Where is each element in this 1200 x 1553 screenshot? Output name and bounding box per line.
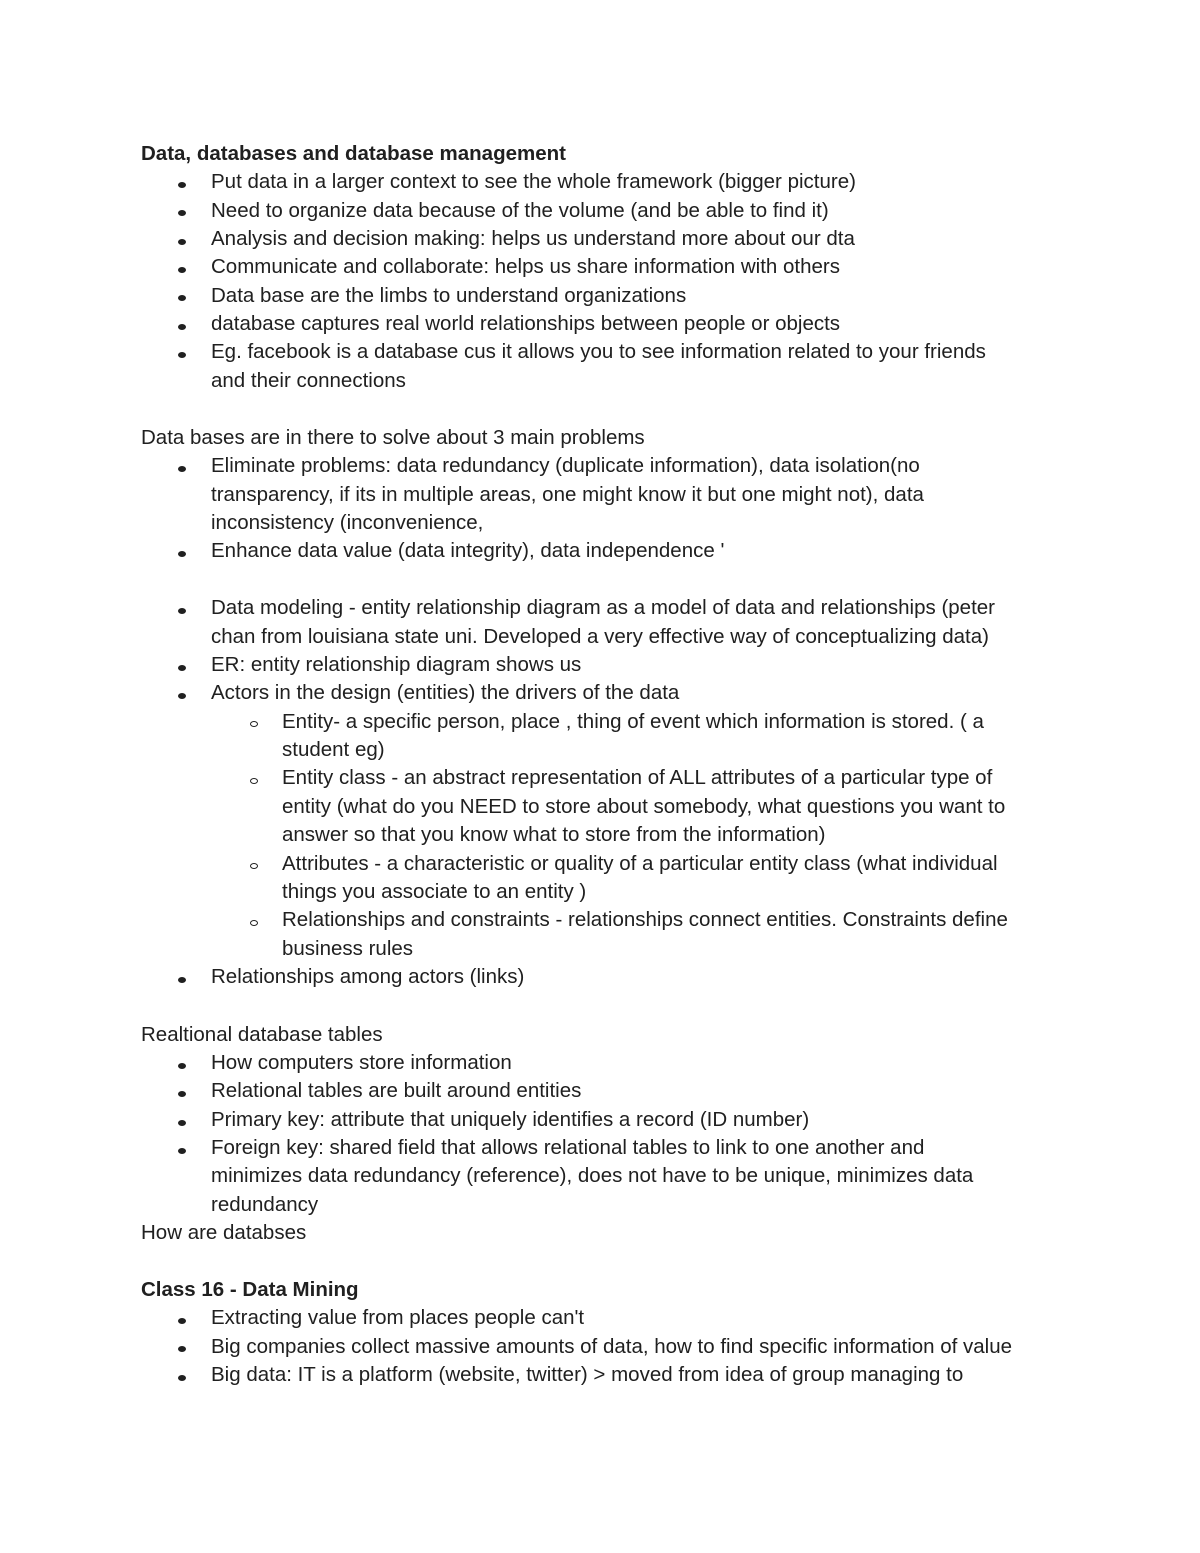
sub-list-item-continuation: student eg) (282, 738, 385, 761)
sub-bullet-icon (250, 920, 258, 926)
bullet-icon (178, 693, 186, 699)
list-item: Extracting value from places people can't (211, 1306, 585, 1329)
section-intro: Realtional database tables (141, 1023, 383, 1046)
list-item: Actors in the design (entities) the drivers of the data (211, 681, 680, 704)
paragraph: How are databses (141, 1221, 307, 1244)
section-heading: Data, databases and database management (141, 142, 566, 165)
bullet-icon (178, 551, 186, 557)
list-item: Big companies collect massive amounts of data, how to find specific information of value (211, 1335, 1013, 1358)
sub-list-item: Relationships and constraints - relationships connect entities. Constraints define (282, 908, 1008, 931)
sub-list-item-continuation: things you associate to an entity ) (282, 880, 587, 903)
bullet-icon (178, 267, 186, 273)
list-item: Analysis and decision making: helps us understand more about our dta (211, 227, 855, 250)
list-item: Relational tables are built around entities (211, 1079, 582, 1102)
bullet-icon (178, 665, 186, 671)
bullet-icon (178, 239, 186, 245)
sub-list-item-continuation: business rules (282, 937, 414, 960)
list-item: Primary key: attribute that uniquely identifies a record (ID number) (211, 1108, 810, 1131)
bullet-icon (178, 1091, 186, 1097)
bullet-icon (178, 182, 186, 188)
list-item-continuation: inconsistency (inconvenience, (211, 511, 484, 534)
list-item-continuation: and their connections (211, 369, 406, 392)
list-item-continuation: transparency, if its in multiple areas, one might know it but one might not), data (211, 483, 924, 506)
sub-list-item-continuation: answer so that you know what to store from the information) (282, 823, 826, 846)
bullet-icon (178, 1120, 186, 1126)
section-heading: Class 16 - Data Mining (141, 1278, 359, 1301)
section-intro: Data bases are in there to solve about 3 main problems (141, 426, 645, 449)
bullet-icon (178, 1375, 186, 1381)
list-item: How computers store information (211, 1051, 512, 1074)
list-item: Enhance data value (data integrity), data independence ' (211, 539, 725, 562)
list-item-continuation: minimizes data redundancy (reference), does not have to be unique, minimizes data (211, 1164, 974, 1187)
bullet-icon (178, 608, 186, 614)
list-item: Eliminate problems: data redundancy (duplicate information), data isolation(no (211, 454, 920, 477)
bullet-icon (178, 210, 186, 216)
sub-list-item: Entity class - an abstract representation of ALL attributes of a particular type of (282, 766, 993, 789)
list-item: Put data in a larger context to see the whole framework (bigger picture) (211, 170, 856, 193)
bullet-icon (178, 352, 186, 358)
sub-bullet-icon (250, 863, 258, 869)
list-item: Foreign key: shared field that allows relational tables to link to one another and (211, 1136, 925, 1159)
bullet-icon (178, 295, 186, 301)
sub-bullet-icon (250, 721, 258, 727)
sub-list-item-continuation: entity (what do you NEED to store about somebody, what questions you want to (282, 795, 1006, 818)
sub-list-item: Attributes - a characteristic or quality of a particular entity class (what individual (282, 852, 998, 875)
list-item: database captures real world relationships between people or objects (211, 312, 841, 335)
list-item: Eg. facebook is a database cus it allows you to see information related to your friends (211, 340, 986, 363)
list-item: Big data: IT is a platform (website, twitter) > moved from idea of group managing to (211, 1363, 964, 1386)
list-item: Communicate and collaborate: helps us share information with others (211, 255, 840, 278)
list-item-continuation: chan from louisiana state uni. Developed a very effective way of conceptualizing data) (211, 625, 989, 648)
bullet-icon (178, 1346, 186, 1352)
list-item: Data base are the limbs to understand organizations (211, 284, 687, 307)
list-item-continuation: redundancy (211, 1193, 319, 1216)
list-item: Need to organize data because of the volume (and be able to find it) (211, 199, 829, 222)
sub-list-item: Entity- a specific person, place , thing of event which information is stored. ( a (282, 710, 984, 733)
bullet-icon (178, 1318, 186, 1324)
bullet-icon (178, 466, 186, 472)
list-item: Relationships among actors (links) (211, 965, 525, 988)
bullet-icon (178, 1063, 186, 1069)
sub-bullet-icon (250, 778, 258, 784)
bullet-icon (178, 977, 186, 983)
list-item: Data modeling - entity relationship diagram as a model of data and relationships (peter (211, 596, 995, 619)
bullet-icon (178, 1148, 186, 1154)
bullet-icon (178, 324, 186, 330)
list-item: ER: entity relationship diagram shows us (211, 653, 582, 676)
